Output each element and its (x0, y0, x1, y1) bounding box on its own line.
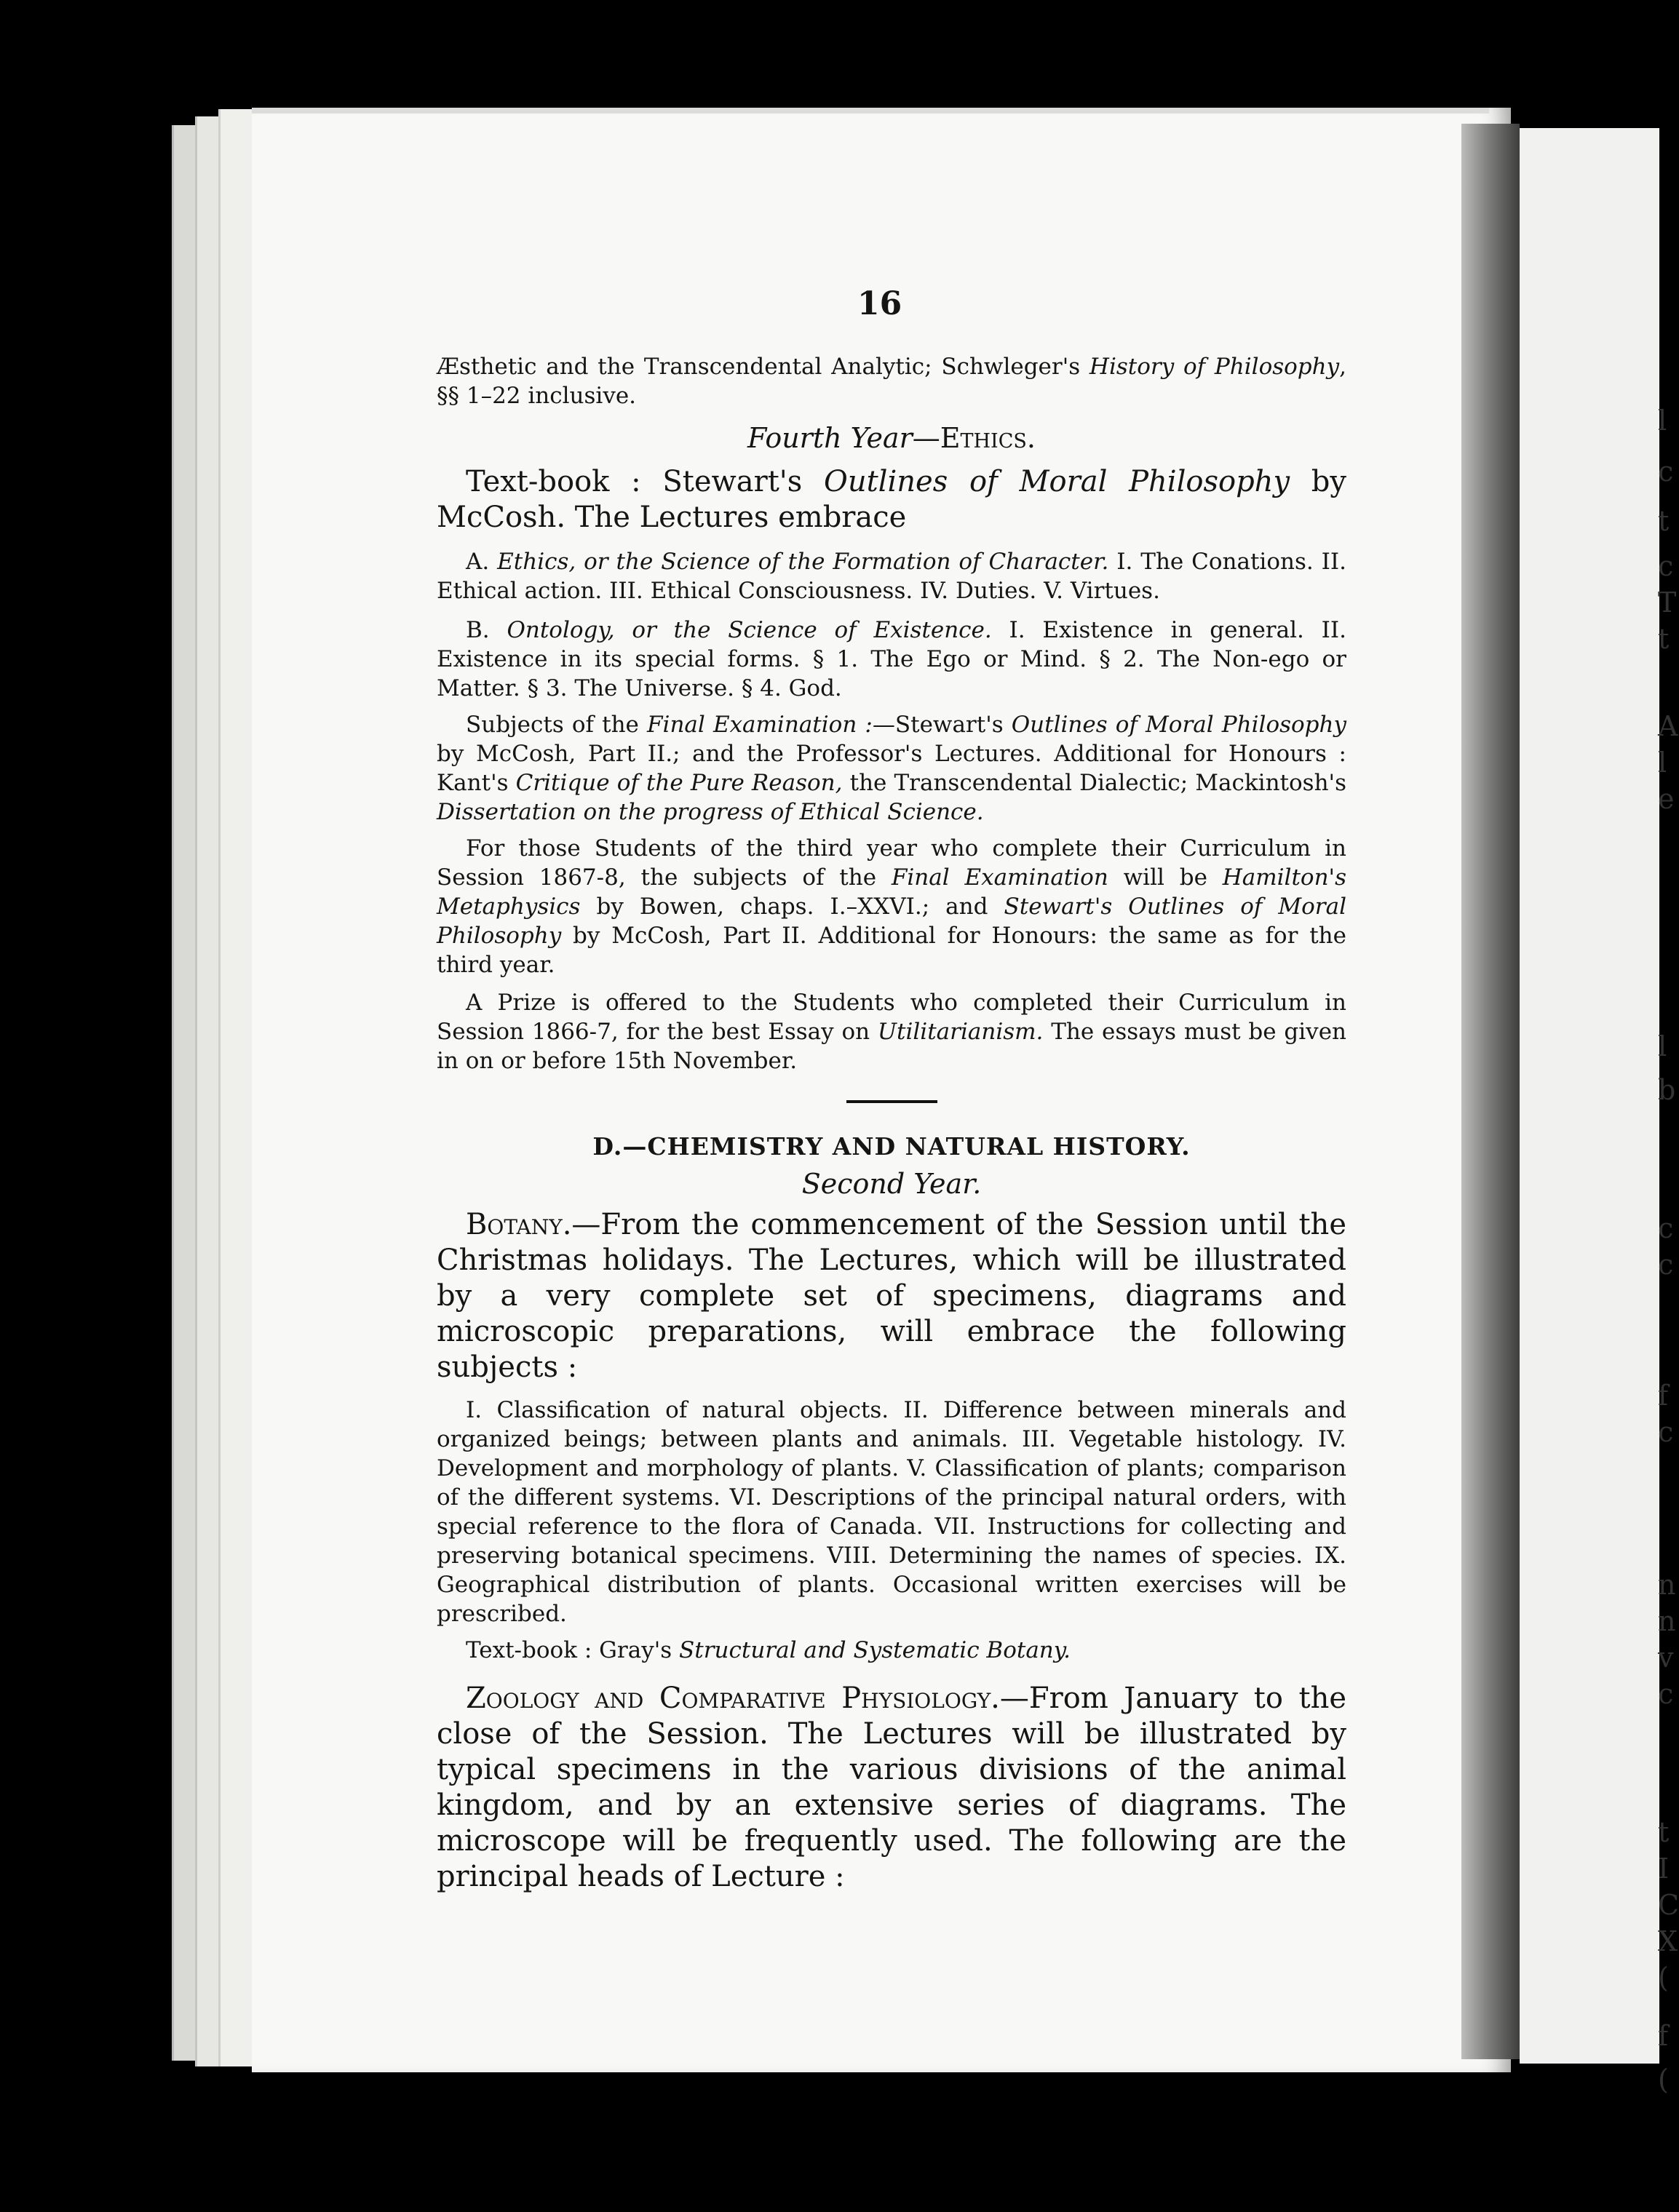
prize-italic: Utilitarianism. (877, 1019, 1044, 1045)
intro-italic: History of Philosophy (1089, 354, 1340, 380)
fourth-year-ethics: —Ethics. (912, 422, 1036, 454)
prize-text: A Prize is offered to the Students who completed their Curriculum in Session 1866-7, for the best Essay on (437, 990, 1346, 1045)
section-d-heading: D.—CHEMISTRY AND NATURAL HISTORY. (592, 1132, 1191, 1161)
section-b-paragraph (437, 616, 1346, 703)
section-a-paragraph (437, 547, 1346, 605)
third-year-text: will be (1108, 864, 1223, 891)
textbook-paragraph (437, 464, 1346, 536)
fourth-year-heading (437, 422, 1346, 454)
next-page-letter: v (1658, 1642, 1674, 1674)
zoology-paragraph (437, 1681, 1346, 1895)
third-year-text: by McCosh, Part II. Additional for Honours: the same as for the third year. (437, 923, 1346, 978)
section-b-italic: Ontology, or the Science of Existence. (507, 617, 992, 643)
final-exam-text: by McCosh, Part II.; and the Professor's Lectures. Additional for Honours : Kant's (437, 741, 1346, 796)
final-exam-italic: Critique of the Pure Reason, (515, 770, 843, 796)
section-b-lead: B. (466, 617, 507, 643)
prize-paragraph (437, 988, 1346, 1075)
next-page-letter: c (1658, 1678, 1674, 1710)
prize-text: The essays must be given in on or before 15th November. (437, 1019, 1347, 1074)
third-year-italic: Stewart's Outlines of Moral Philosophy (437, 894, 1346, 949)
third-year-text: by Bowen, chaps. I.–XXVI.; and (580, 894, 1004, 920)
next-page-letter: t (1658, 1816, 1670, 1848)
next-page-letter: C (1658, 1889, 1679, 1921)
intro-paragraph (437, 352, 1346, 410)
next-page-letter: e (1658, 783, 1675, 815)
next-page-letter: l (1658, 405, 1667, 437)
next-page-letter: A (1658, 710, 1678, 742)
next-page-letter: t (1658, 505, 1670, 537)
next-page-letter: n (1658, 1605, 1676, 1637)
next-page-letter: c (1658, 1249, 1674, 1281)
next-page-letter: c (1658, 1212, 1674, 1244)
final-exam-text: the Transcendental Dialectic; Mackintosh's (842, 770, 1346, 796)
final-exam-text: —Stewart's (872, 712, 1012, 738)
second-year-heading (437, 1168, 1346, 1200)
page-number: 16 (857, 285, 902, 322)
next-page-letter: n (1658, 1569, 1676, 1601)
next-page-letter: l (1658, 747, 1667, 779)
zoology-text: —From January to the close of the Session. The Lectures will be illustrated by typical specimens in the various divisions of the animal kingdom, and by an extensive series of diagrams. The microscope will be frequently used. The following are the principal heads of Lecture : (437, 1682, 1346, 1893)
intro-text: Æsthetic and the Transcendental Analytic; Schwleger's (437, 354, 1089, 380)
botany-text: —From the commencement of the Session until the Christmas holidays. The Lectures, which will be illustrated by a very complete set of specimens, diagrams and microscopic preparations, will embrace the following subjects : (437, 1208, 1346, 1384)
section-b-tail: I. Existence in general. II. Existence in its special forms. § 1. The Ego or Mind. § 2. The Non-ego or Matter. § 3. The Universe. § 4. God. (437, 617, 1347, 701)
final-exam-italic: Final Examination : (647, 712, 873, 738)
third-year-paragraph (437, 834, 1346, 979)
third-year-italic: Hamilton's Metaphysics (437, 864, 1346, 920)
final-exam-text: Subjects of the (466, 712, 648, 738)
section-a-italic: Ethics, or the Science of the Formation of Character. (497, 549, 1109, 575)
second-year-italic: Second Year. (801, 1168, 982, 1200)
next-page-letter: b (1658, 1074, 1676, 1106)
next-page-letter: t (1658, 623, 1670, 655)
third-year-italic: Final Examination (891, 864, 1108, 891)
next-page-letter: l (1658, 1030, 1667, 1062)
fourth-year-italic: Fourth Year (747, 422, 913, 454)
facing-page-edge (1520, 128, 1679, 2096)
textbook-italic: Outlines of Moral Philosophy (824, 465, 1290, 498)
next-page-letter: c (1658, 455, 1674, 488)
final-exam-paragraph (437, 710, 1346, 827)
page-text (437, 276, 1346, 1895)
book-gutter (1461, 124, 1520, 2059)
final-exam-italic: Outlines of Moral Philosophy (1011, 712, 1347, 738)
section-a-lead: A. (466, 549, 498, 575)
next-page-letter: c (1658, 1416, 1674, 1448)
botany-textbook-paragraph (437, 1636, 1346, 1665)
next-page-letter: X (1658, 1925, 1678, 1957)
next-page-letter: f (1658, 2020, 1669, 2052)
next-page-letter: f (1658, 1380, 1669, 1412)
textbook-lead: Text-book : Stewart's (466, 465, 825, 498)
third-year-text: For those Students of the third year who complete their Curriculum in Session 1867-8, the subjects of the (437, 835, 1346, 891)
botany-paragraph (437, 1207, 1346, 1385)
botany-subjects-paragraph: I. Classification of natural objects. II. Difference between minerals and organized beings; between plants and animals. III. Vegetable histology. IV. Development and morphology of plants. V. Classification of plants; comparison of the different systems. VI. Descriptions of the principal natural orders, with special reference to the flora of Canada. VII. Instructions for collecting and preserving botanical specimens. VIII. Determining the names of species. IX. Geographical distribution of plants. Occasional written exercises will be prescribed. (437, 1397, 1346, 1627)
next-page-letter: ( (1658, 2064, 1669, 2096)
botany-textbook-italic: Structural and Systematic Botany. (679, 1637, 1071, 1663)
botany-textbook-lead: Text-book : Gray's (466, 1637, 680, 1663)
next-page-letter: ( (1658, 1962, 1669, 1994)
page-edge (252, 108, 1489, 114)
next-page-letter: T (1658, 586, 1677, 618)
final-exam-italic: Dissertation on the progress of Ethical Science. (437, 799, 984, 825)
section-divider (846, 1100, 937, 1103)
next-page-letter: c (1658, 550, 1674, 582)
section-a-tail: I. The Conations. II. Ethical action. III. Ethical Consciousness. IV. Duties. V. Virtues. (437, 549, 1346, 604)
intro-tail: , §§ 1–22 inclusive. (437, 354, 1346, 409)
zoology-label: Zoology and Comparative Physiology. (466, 1682, 1000, 1715)
botany-label: Botany. (466, 1208, 572, 1241)
next-page-letter: I (1658, 1853, 1670, 1885)
textbook-tail: by McCosh. The Lectures embrace (437, 465, 1346, 534)
